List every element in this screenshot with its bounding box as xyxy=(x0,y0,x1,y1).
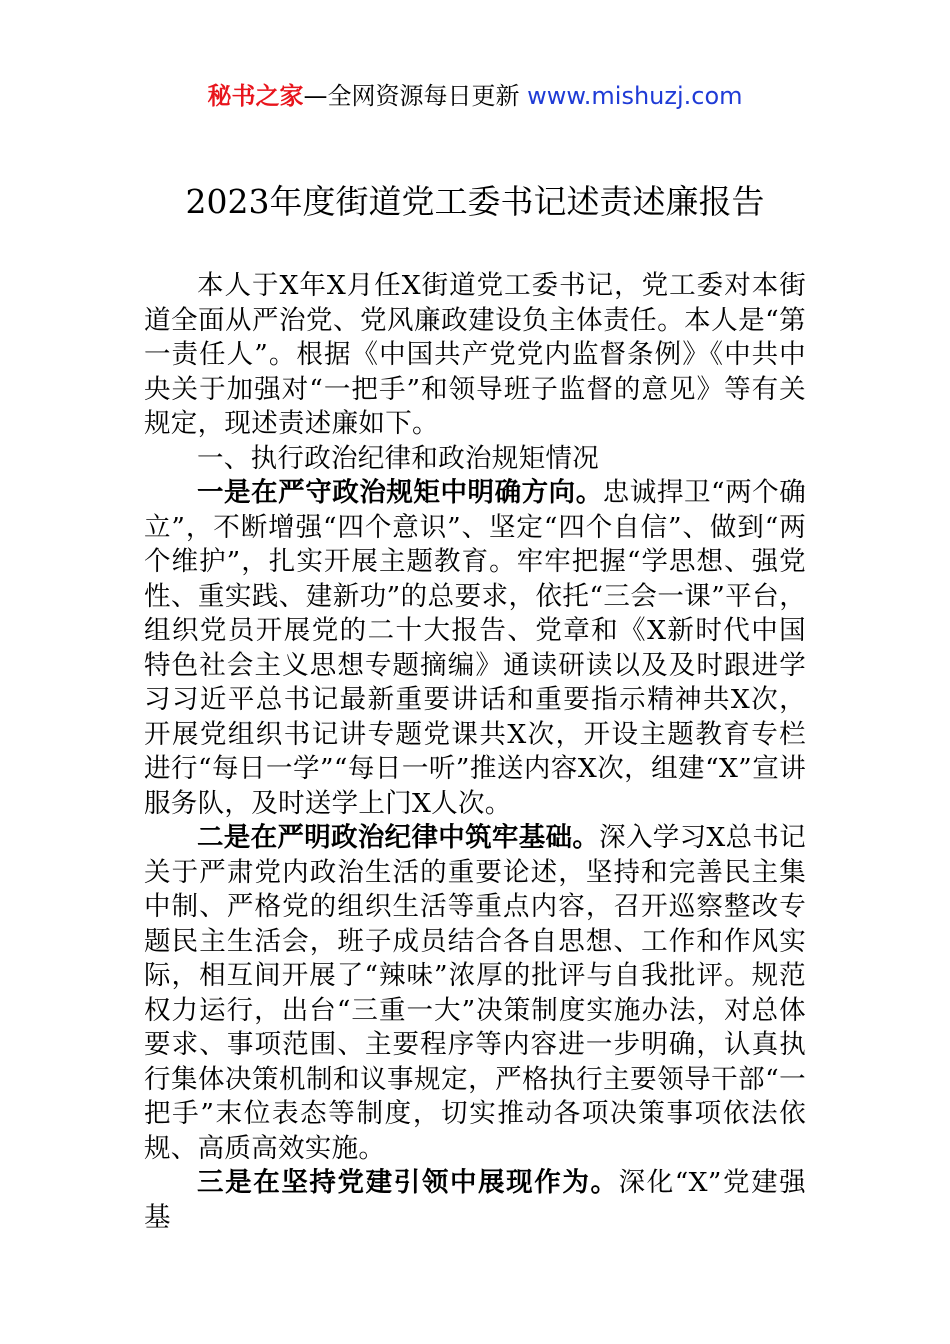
section-heading: 一、执行政治纪律和政治规矩情况 xyxy=(197,442,599,474)
paragraph-2 xyxy=(144,821,806,1166)
paragraph-2-lead: 二是在严明政治纪律中筑牢基础。 xyxy=(197,822,600,853)
brand-name: 秘书之家 xyxy=(207,82,304,110)
paragraph-3-lead: 三是在坚持党建引领中展现作为。 xyxy=(197,1167,619,1198)
website-link[interactable]: www.mishuzj.com xyxy=(527,82,743,110)
paragraph-2-text: 深入学习X总书记关于严肃党内政治生活的重要论述，坚持和完善民主集中制、严格党的组织生活等重点内容，召开巡察整改专题民主生活会，班子成员结合各自思想、工作和作风实际，相互间开展了“辣味”浓厚的批评与自我批评。规范权力运行，出台“三重一大”决策制度实施办法，对总体要求、事项范围、主要程序等内容进一步明确，认真执行集体决策机制和议事规定，严格执行主要领导干部“一把手”末位表态等制度，切实推动各项决策事项依法依规、高质高效实施。 xyxy=(144,822,807,1164)
header-tagline: —全网资源每日更新 xyxy=(303,82,528,110)
paragraph-1-text: 忠诚捍卫“两个确立”，不断增强“四个意识”、坚定“四个自信”、做到“两个维护”，扎实开展主题教育。牢牢把握“学思想、强党性、重实践、建新功”的总要求，依托“三会一课”平台，组织党员开展党的二十大报告、党章和《X新时代中国特色社会主义思想专题摘编》通读研读以及及时跟进学习习近平总书记最新重要讲话和重要指示精神共X次，开展党组织书记讲专题党课共X次，开设主题教育专栏进行“每日一学”“每日一听”推送内容X次，组建“X”宣讲服务队，及时送学上门X人次。 xyxy=(144,477,807,819)
site-header xyxy=(0,78,950,114)
paragraph-3 xyxy=(144,1166,806,1235)
intro-paragraph: 本人于X年X月任X街道党工委书记，党工委对本街道全面从严治党、党风廉政建设负主体责任。本人是“第一责任人”。根据《中国共产党党内监督条例》《中共中央关于加强对“一把手”和领导班子监督的意见》等有关规定，现述责述廉如下。 xyxy=(144,270,806,439)
document-body xyxy=(144,269,806,1235)
paragraph-1 xyxy=(144,476,806,821)
paragraph-1-lead: 一是在严守政治规矩中明确方向。 xyxy=(197,477,603,508)
document-title: 2023年度街道党工委书记述责述廉报告 xyxy=(185,182,765,221)
paragraph-3-text: 深化“X”党建强基 xyxy=(144,1167,806,1233)
